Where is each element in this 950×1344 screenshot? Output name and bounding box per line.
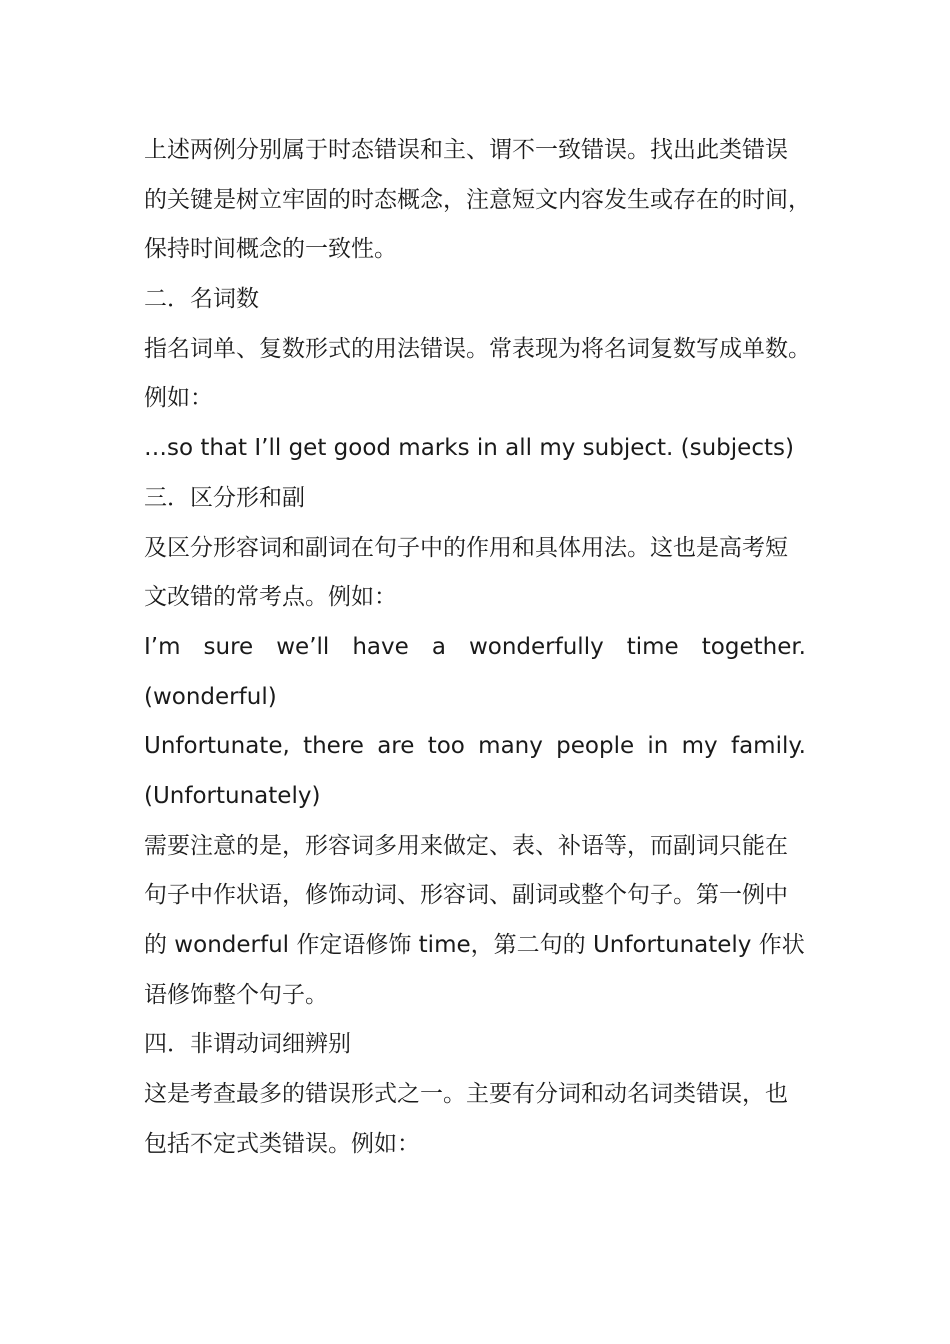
paragraph-line: 及区分形容词和副词在句子中的作用和具体用法。这也是高考短 xyxy=(144,534,788,561)
section-heading-adj-adv: 三．区分形和副 xyxy=(144,484,305,511)
paragraph-line: 保持时间概念的一致性。 xyxy=(144,236,397,263)
paragraph-line: 语修饰整个句子。 xyxy=(144,981,328,1008)
example-sentence: Unfortunate, there are too many people in my family. xyxy=(144,733,806,760)
paragraph-line: 指名词单、复数形式的用法错误。常表现为将名词复数写成单数。 xyxy=(144,335,811,362)
example-correction: (Unfortunately) xyxy=(144,782,321,809)
section-heading-nouns: 二．名词数 xyxy=(144,286,259,313)
document-body xyxy=(144,126,811,1169)
example-sentence: I’m sure we’ll have a wonderfully time together. xyxy=(144,633,806,660)
paragraph-line: 的关键是树立牢固的时态概念，注意短文内容发生或存在的时间， xyxy=(144,186,811,213)
paragraph-line: 文改错的常考点。例如： xyxy=(144,584,397,611)
paragraph-line: 的 wonderful 作定语修饰 time，第二句的 Unfortunately 作状 xyxy=(144,932,805,958)
section-heading-nonfinite-verbs: 四．非谓动词细辨别 xyxy=(144,1031,351,1058)
paragraph-line: 需要注意的是，形容词多用来做定、表、补语等，而副词只能在 xyxy=(144,832,788,859)
paragraph-line: 这是考查最多的错误形式之一。主要有分词和动名词类错误，也 xyxy=(144,1081,788,1108)
example-sentence: …so that I’ll get good marks in all my subject. (subjects) xyxy=(144,435,794,462)
paragraph-line: 句子中作状语，修饰动词、形容词、副词或整个句子。第一例中 xyxy=(144,882,788,909)
paragraph-line: 上述两例分别属于时态错误和主、谓不一致错误。找出此类错误 xyxy=(144,137,788,163)
example-correction: (wonderful) xyxy=(144,683,277,710)
paragraph-line: 例如： xyxy=(144,385,213,412)
paragraph-line: 包括不定式类错误。例如： xyxy=(144,1130,420,1157)
